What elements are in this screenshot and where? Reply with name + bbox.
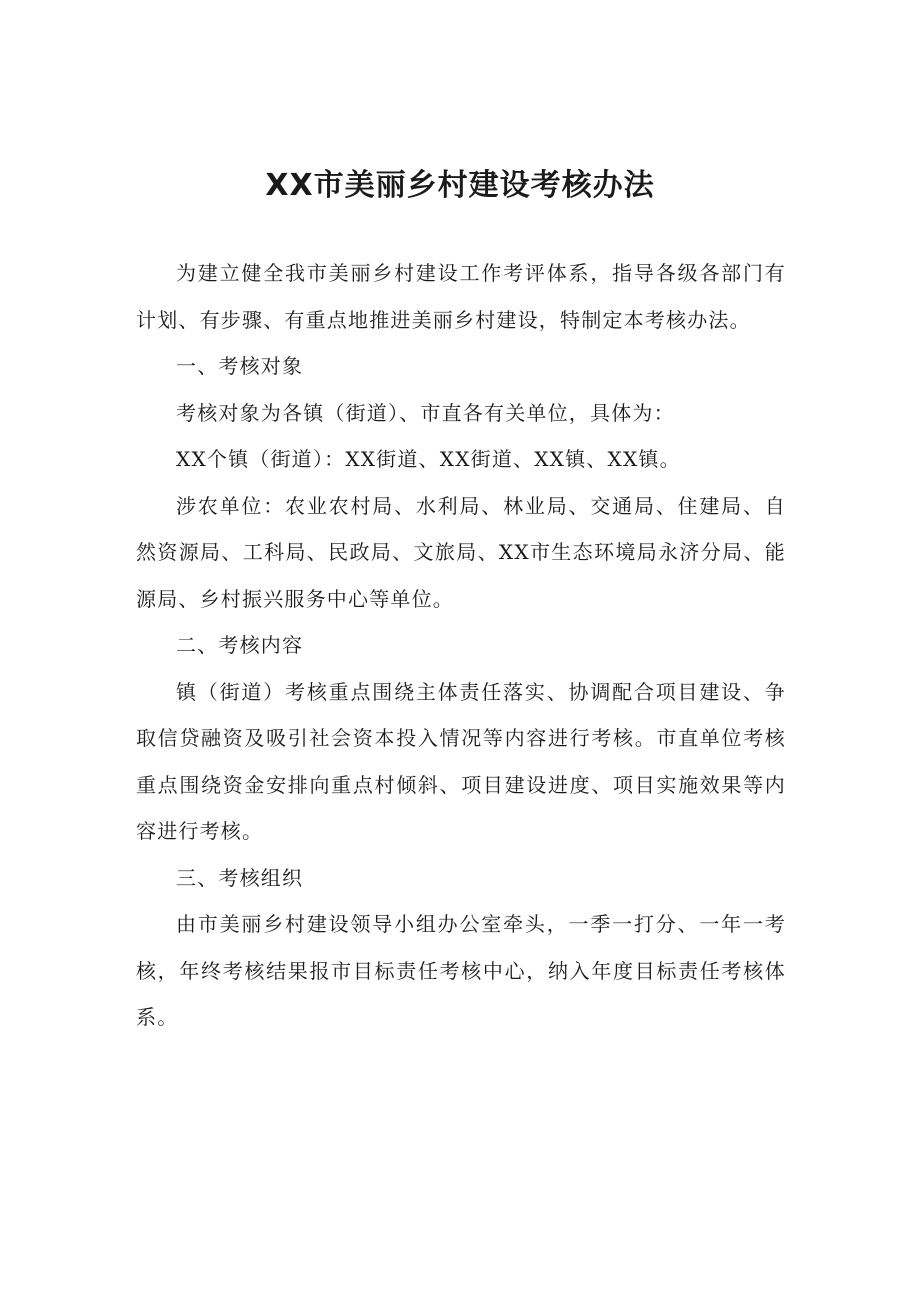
intro-paragraph: 为建立健全我市美丽乡村建设工作考评体系，指导各级各部门有计划、有步骤、有重点地推进美丽乡村建设，特制定本考核办法。 [136, 261, 786, 332]
section-heading-assessment-content: 二、考核内容 [176, 633, 304, 657]
document-title: XX市美丽乡村建设考核办法 [265, 168, 655, 203]
assessment-content-paragraph: 镇（街道）考核重点围绕主体责任落实、协调配合项目建设、争取信贷融资及吸引社会资本投入情况等内容进行考核。市直单位考核重点围绕资金安排向重点村倾斜、项目建设进度、项目实施效果等内容进行考核。 [136, 679, 786, 843]
agricultural-units-paragraph: 涉农单位：农业农村局、水利局、林业局、交通局、住建局、自然资源局、工科局、民政局、文旅局、XX市生态环境局永济分局、能源局、乡村振兴服务中心等单位。 [136, 493, 786, 611]
document-body [136, 250, 786, 1041]
towns-paragraph: XX个镇（街道）：XX街道、XX街道、XX镇、XX镇。 [176, 447, 681, 471]
section-heading-assessment-targets: 一、考核对象 [176, 354, 304, 378]
assessment-targets-paragraph: 考核对象为各镇（街道）、市直各有关单位，具体为： [176, 400, 675, 425]
section-heading-assessment-organization: 三、考核组织 [176, 865, 304, 890]
assessment-organization-paragraph: 由市美丽乡村建设领导小组办公室牵头，一季一打分、一年一考核，年终考核结果报市目标责任考核中心，纳入年度目标责任考核体系。 [136, 912, 786, 1029]
